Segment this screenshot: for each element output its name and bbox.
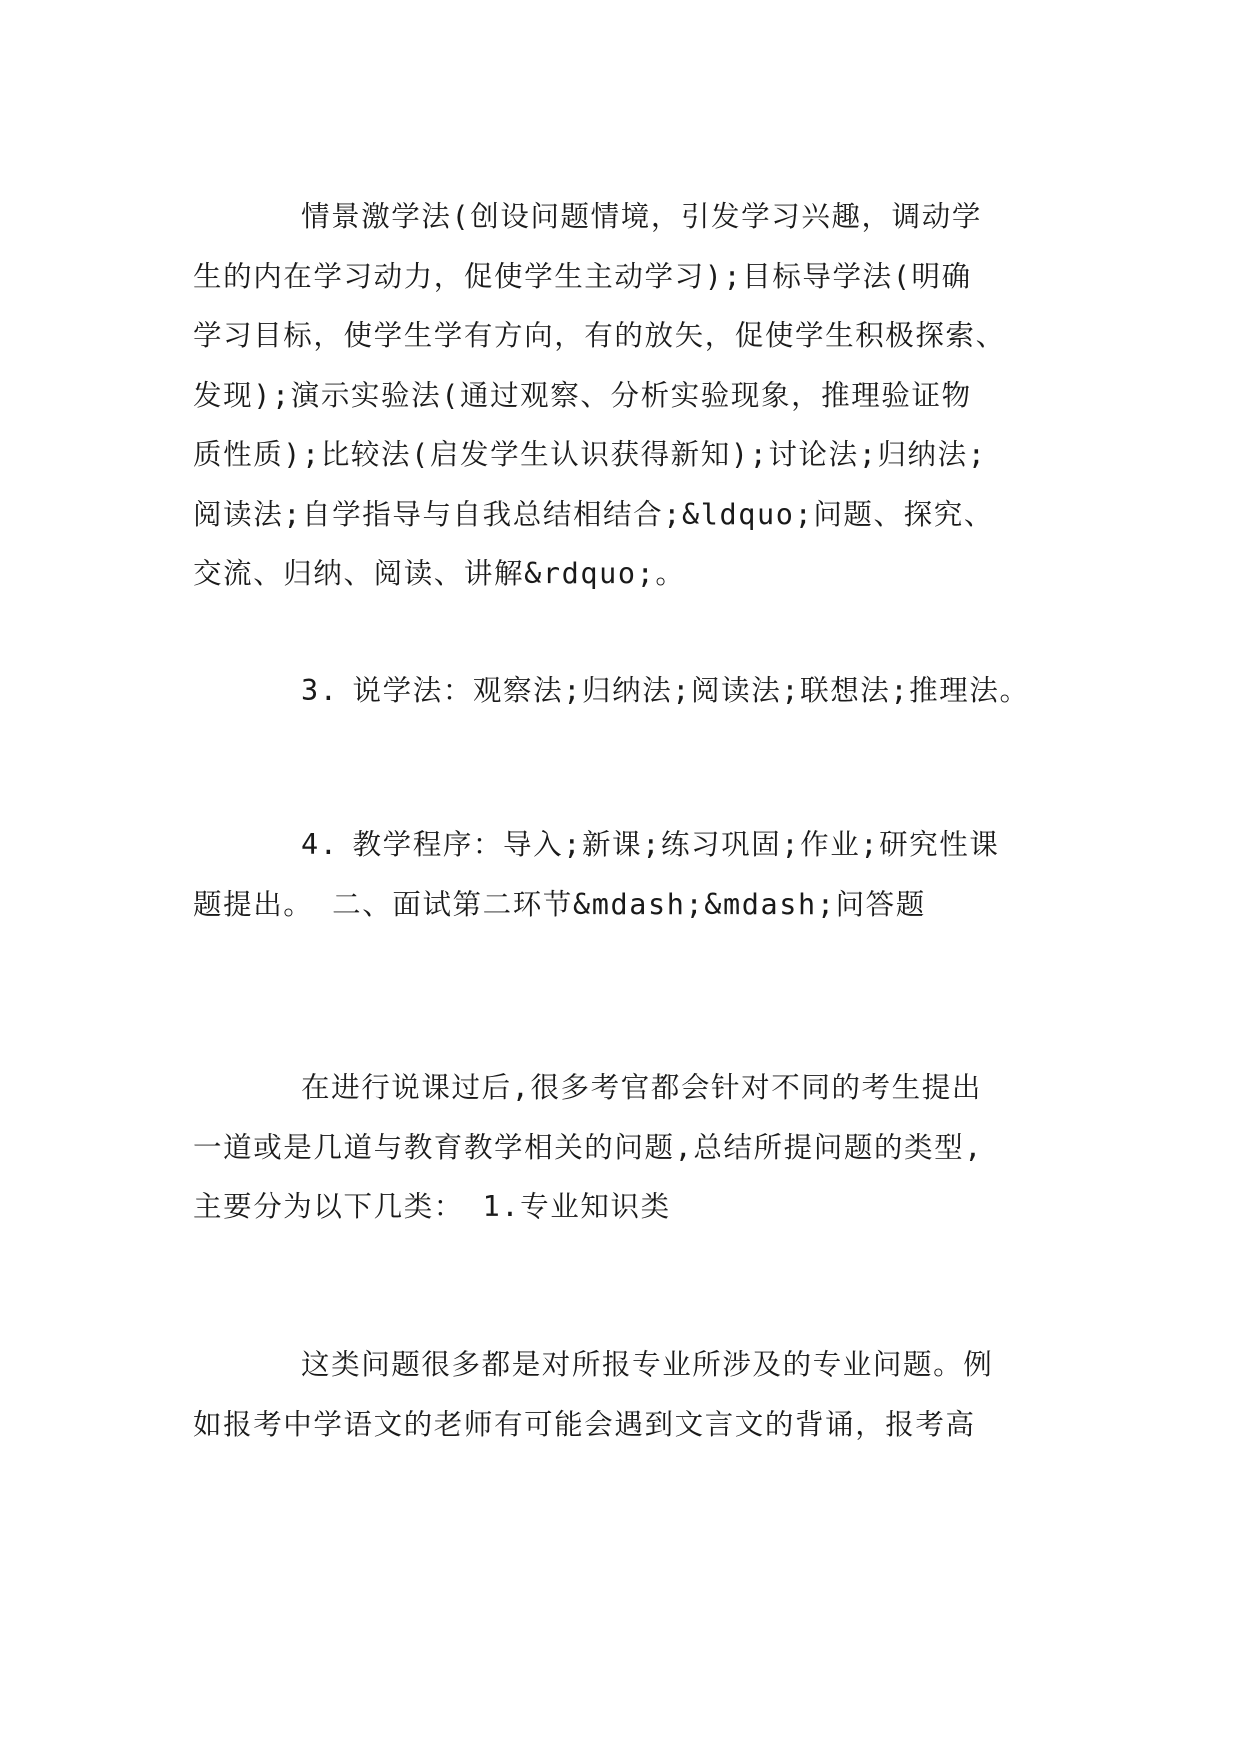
text-line-content: 说学法：观察法;归纳法;阅读法;联想法;推理法。 <box>352 674 1030 707</box>
list-number: 3. <box>301 674 339 707</box>
paragraph-study-methods <box>193 661 1053 721</box>
text-line: 一道或是几道与教育教学相关的问题,总结所提问题的类型, <box>193 1130 984 1164</box>
text-line <box>193 661 1053 721</box>
list-number: 4. <box>301 828 339 861</box>
text-line: 发现);演示实验法(通过观察、分析实验现象，推理验证物 <box>193 378 972 412</box>
text-line: 如报考中学语文的老师有可能会遇到文言文的背诵，报考高 <box>193 1407 976 1441</box>
text-line-content: 教学程序：导入;新课;练习巩固;作业;研究性课 <box>352 828 1000 861</box>
text-line: 质性质);比较法(启发学生认识获得新知);讨论法;归纳法; <box>193 438 987 471</box>
paragraph-professional-knowledge <box>193 1335 1053 1454</box>
text-line: 阅读法;自学指导与自我总结相结合;&ldquo;问题、探究、 <box>193 497 994 531</box>
text-line: 主要分为以下几类： 1.专业知识类 <box>193 1190 671 1223</box>
paragraph-question-types <box>193 1058 1053 1237</box>
paragraph-teaching-methods <box>193 187 1053 604</box>
paragraph-teaching-procedure <box>193 815 1053 934</box>
text-line: 题提出。 二、面试第二环节&mdash;&mdash;问答题 <box>193 887 926 921</box>
text-line: 情景激学法(创设问题情境，引发学习兴趣，调动学 <box>301 200 982 233</box>
text-line: 在进行说课过后,很多考官都会针对不同的考生提出 <box>301 1071 982 1104</box>
text-line: 生的内在学习动力，促使学生主动学习);目标导学法(明确 <box>193 259 972 293</box>
text-line: 学习目标，使学生学有方向，有的放矢，促使学生积极探索、 <box>193 319 1006 352</box>
text-line: 这类问题很多都是对所报专业所涉及的专业问题。例 <box>301 1348 994 1381</box>
text-line <box>193 815 1053 875</box>
text-line: 交流、归纳、阅读、讲解&rdquo;。 <box>193 557 686 590</box>
